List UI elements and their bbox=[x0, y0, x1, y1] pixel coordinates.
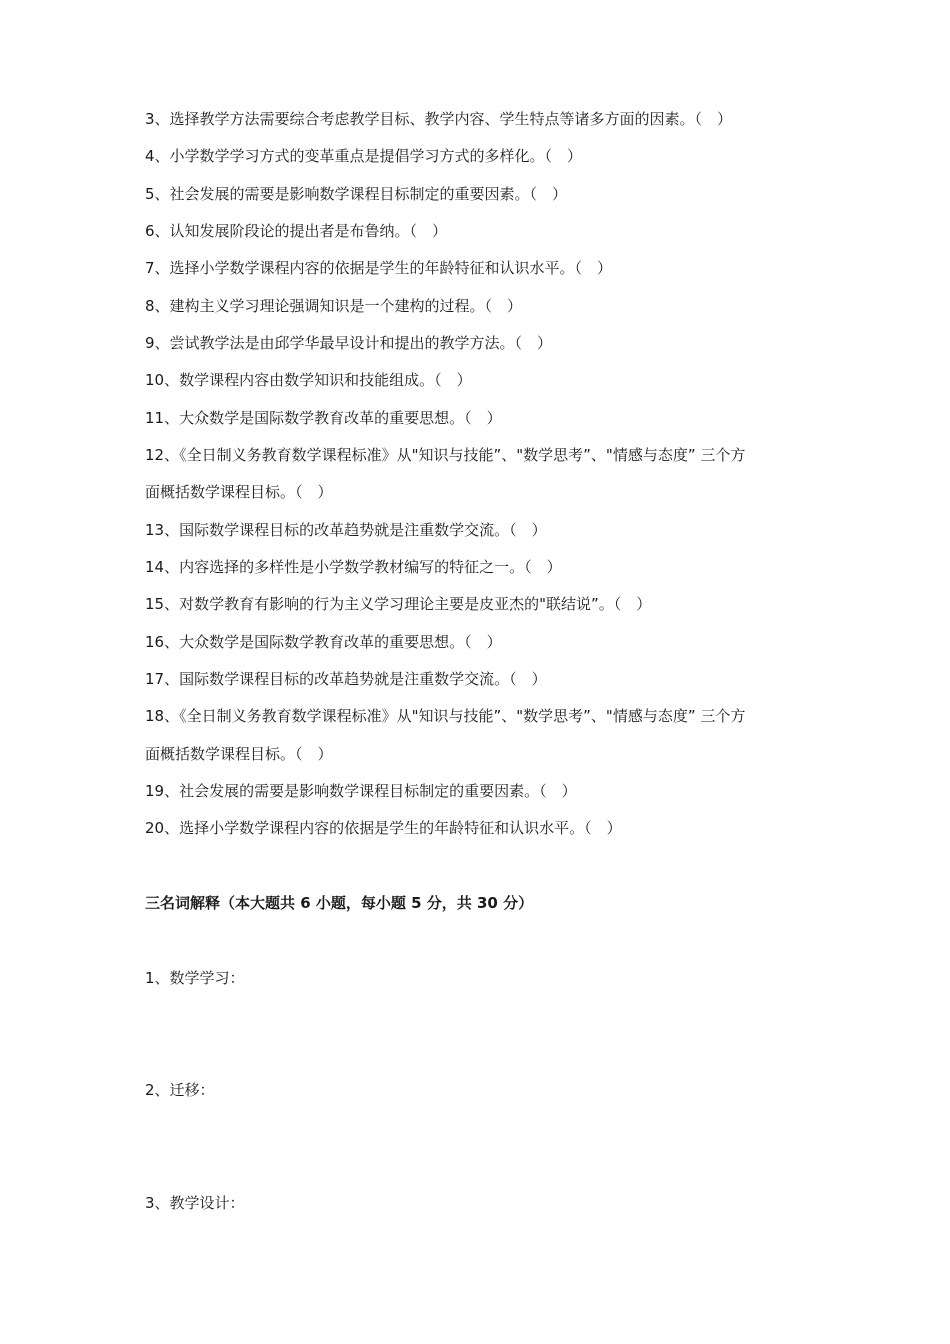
term-item: 3、教学设计： bbox=[145, 1194, 245, 1212]
judgement-item: 3、选择教学方法需要综合考虑教学目标、教学内容、学生特点等诸多方面的因素。（ ） bbox=[145, 110, 733, 128]
judgement-item: 4、小学数学学习方式的变革重点是提倡学习方式的多样化。（ ） bbox=[145, 147, 583, 165]
judgement-item: 8、建构主义学习理论强调知识是一个建构的过程。（ ） bbox=[145, 297, 523, 315]
judgement-item: 20、选择小学数学课程内容的依据是学生的年龄特征和认识水平。（ ） bbox=[145, 819, 622, 837]
judgement-item: 19、社会发展的需要是影响数学课程目标制定的重要因素。（ ） bbox=[145, 782, 577, 800]
judgement-item: 6、认知发展阶段论的提出者是布鲁纳。（ ） bbox=[145, 222, 448, 240]
judgement-item: 15、对数学教育有影响的行为主义学习理论主要是皮亚杰的"联结说”。（ ） bbox=[145, 595, 652, 613]
section-heading: 三名词解释（本大题共 6 小题，每小题 5 分，共 30 分） bbox=[145, 894, 534, 912]
term-item: 1、数学学习： bbox=[145, 969, 245, 987]
judgement-item: 18、《全日制义务教育数学课程标准》从"知识与技能”、"数学思考”、"情感与态度” 三个方 bbox=[145, 707, 746, 725]
judgement-item: 16、大众数学是国际数学教育改革的重要思想。（ ） bbox=[145, 633, 502, 651]
judgement-item: 9、尝试教学法是由邱学华最早设计和提出的教学方法。（ ） bbox=[145, 334, 553, 352]
judgement-item: 5、社会发展的需要是影响数学课程目标制定的重要因素。（ ） bbox=[145, 185, 568, 203]
judgement-item: 11、大众数学是国际数学教育改革的重要思想。（ ） bbox=[145, 409, 502, 427]
judgement-item: 14、内容选择的多样性是小学数学教材编写的特征之一。（ ） bbox=[145, 558, 562, 576]
judgement-item: 12、《全日制义务教育数学课程标准》从"知识与技能”、"数学思考”、"情感与态度” 三个方 bbox=[145, 446, 746, 464]
judgement-item: 10、数学课程内容由数学知识和技能组成。（ ） bbox=[145, 371, 472, 389]
term-item: 2、迁移： bbox=[145, 1081, 215, 1099]
judgement-item-continuation: 面概括数学课程目标。（ ） bbox=[145, 483, 333, 501]
judgement-item: 17、国际数学课程目标的改革趋势就是注重数学交流。（ ） bbox=[145, 670, 547, 688]
judgement-item: 7、选择小学数学课程内容的依据是学生的年龄特征和认识水平。（ ） bbox=[145, 259, 613, 277]
judgement-item: 13、国际数学课程目标的改革趋势就是注重数学交流。（ ） bbox=[145, 521, 547, 539]
judgement-item-continuation: 面概括数学课程目标。（ ） bbox=[145, 745, 333, 763]
